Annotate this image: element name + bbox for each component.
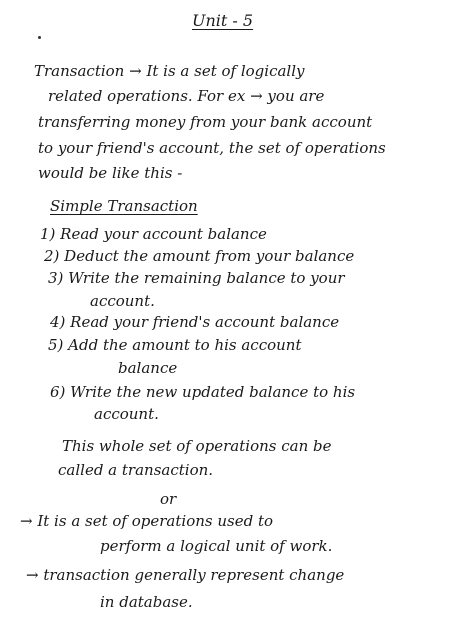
arrow-point: perform a logical unit of work. xyxy=(100,537,333,555)
step-line: balance xyxy=(118,359,178,377)
definition-line: transferring money from your bank account xyxy=(38,113,373,131)
definition-line: to your friend's account, the set of operations xyxy=(38,139,386,157)
arrow-point: in database. xyxy=(100,593,193,611)
summary-line: called a transaction. xyxy=(58,461,214,479)
summary-line: or xyxy=(160,490,177,508)
arrow-point: → transaction generally represent change xyxy=(26,566,345,584)
step-line: 5) Add the amount to his account xyxy=(48,336,302,354)
arrow-point: → It is a set of operations used to xyxy=(20,512,274,530)
definition-line: Transaction → It is a set of logically xyxy=(34,62,305,80)
step-line: account. xyxy=(94,405,159,423)
step-line: 1) Read your account balance xyxy=(40,225,267,243)
step-line: 2) Deduct the amount from your balance xyxy=(44,247,355,265)
summary-line: This whole set of operations can be xyxy=(62,437,332,455)
definition-line: would be like this - xyxy=(38,164,183,182)
step-line: account. xyxy=(90,292,155,310)
step-line: 6) Write the new updated balance to his xyxy=(50,383,356,401)
step-line: 4) Read your friend's account balance xyxy=(50,313,340,331)
ink-dot xyxy=(38,36,41,39)
section-heading: Simple Transaction xyxy=(50,197,198,215)
step-line: 3) Write the remaining balance to your xyxy=(48,269,345,287)
definition-line: related operations. For ex → you are xyxy=(48,87,325,105)
page-title: Unit - 5 xyxy=(192,11,254,30)
